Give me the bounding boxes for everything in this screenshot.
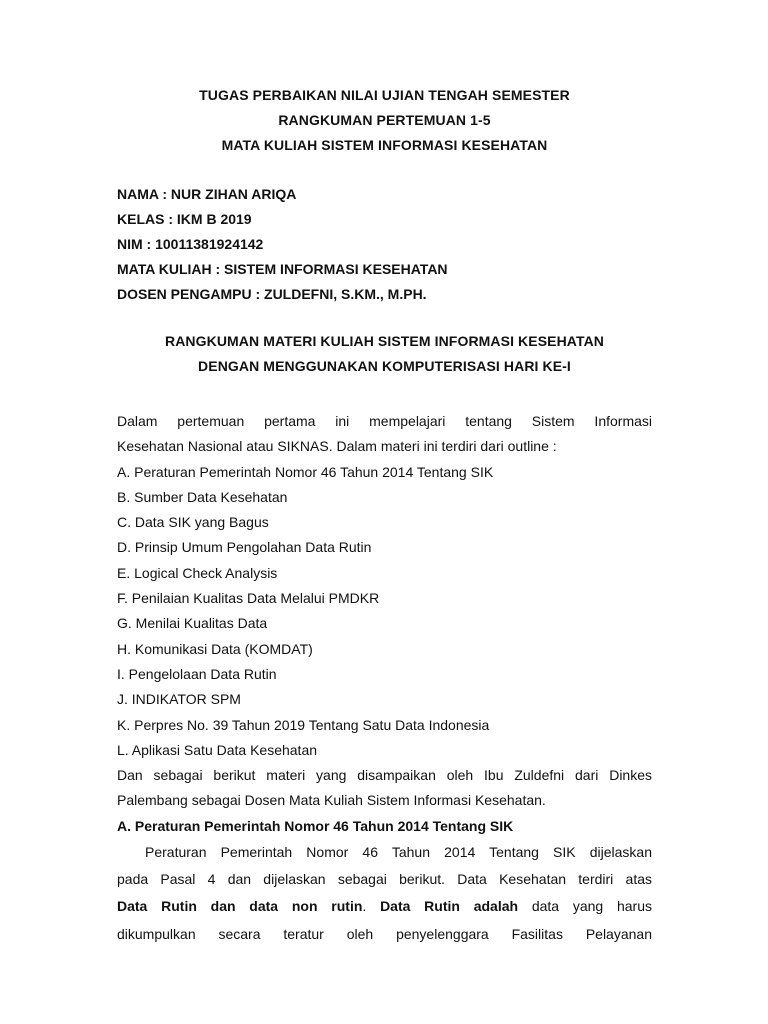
- outline-item: H. Komunikasi Data (KOMDAT): [117, 640, 313, 657]
- summary-title-line-2: DENGAN MENGGUNAKAN KOMPUTERISASI HARI KE-I: [198, 358, 571, 374]
- intro-paragraph: [117, 409, 652, 460]
- outline-list: [117, 460, 652, 764]
- outline-item: A. Peraturan Pemerintah Nomor 46 Tahun 2014 Tentang SIK: [117, 463, 494, 480]
- doc-title-line-1: TUGAS PERBAIKAN NILAI UJIAN TENGAH SEMESTER: [199, 87, 570, 103]
- outline-item: E. Logical Check Analysis: [117, 564, 278, 581]
- student-class: KELAS : IKM B 2019: [117, 211, 252, 227]
- doc-title-line-2: RANGKUMAN PERTEMUAN 1-5: [278, 112, 491, 128]
- section-a-line-1: Peraturan Pemerintah Nomor 46 Tahun 2014 Tentang SIK dijelaskan: [145, 844, 652, 861]
- section-a-paragraph: [117, 839, 652, 948]
- outline-item: J. INDIKATOR SPM: [117, 691, 241, 708]
- section-a-line-2: pada Pasal 4 dan dijelaskan sebagai berikut. Data Kesehatan terdiri atas: [117, 871, 652, 888]
- closing-line-2: Palembang sebagai Dosen Mata Kuliah Sistem Informasi Kesehatan.: [117, 792, 546, 809]
- outline-item: B. Sumber Data Kesehatan: [117, 488, 288, 505]
- section-a-line-3: [117, 893, 652, 920]
- student-name: NAMA : NUR ZIHAN ARIQA: [117, 186, 297, 202]
- section-a-line-4: dikumpulkan secara teratur oleh penyelenggara Fasilitas Pelayanan: [117, 925, 652, 942]
- definition-text: data yang harus: [518, 898, 652, 915]
- document-content: [117, 83, 652, 948]
- separator-text: .: [362, 898, 381, 915]
- intro-line-2: Kesehatan Nasional atau SIKNAS. Dalam materi ini terdiri dari outline :: [117, 438, 557, 455]
- outline-item: L. Aplikasi Satu Data Kesehatan: [117, 741, 318, 758]
- closing-paragraph: [117, 763, 652, 814]
- outline-item: D. Prinsip Umum Pengolahan Data Rutin: [117, 539, 372, 556]
- outline-item: I. Pengelolaan Data Rutin: [117, 665, 277, 682]
- section-a-heading: A. Peraturan Pemerintah Nomor 46 Tahun 2014 Tentang SIK: [117, 817, 514, 834]
- bold-term-data-rutin-non-rutin: Data Rutin dan data non rutin: [117, 898, 363, 915]
- outline-item: K. Perpres No. 39 Tahun 2019 Tentang Satu Data Indonesia: [117, 716, 490, 733]
- student-nim: NIM : 10011381924142: [117, 236, 264, 252]
- outline-item: G. Menilai Kualitas Data: [117, 615, 268, 632]
- closing-line-1: Dan sebagai berikut materi yang disampaikan oleh Ibu Zuldefni dari Dinkes: [117, 767, 652, 784]
- bold-term-data-rutin-adalah: Data Rutin adalah: [380, 898, 519, 915]
- lecturer-name: DOSEN PENGAMPU : ZULDEFNI, S.KM., M.PH.: [117, 286, 427, 302]
- intro-line-1: Dalam pertemuan pertama ini mempelajari tentang Sistem Informasi: [117, 413, 652, 429]
- outline-item: F. Penilaian Kualitas Data Melalui PMDKR: [117, 590, 380, 607]
- summary-title-line-1: RANGKUMAN MATERI KULIAH SISTEM INFORMASI KESEHATAN: [165, 333, 604, 349]
- outline-item: C. Data SIK yang Bagus: [117, 514, 269, 531]
- doc-title-line-3: MATA KULIAH SISTEM INFORMASI KESEHATAN: [221, 137, 548, 153]
- course-name: MATA KULIAH : SISTEM INFORMASI KESEHATAN: [117, 261, 448, 277]
